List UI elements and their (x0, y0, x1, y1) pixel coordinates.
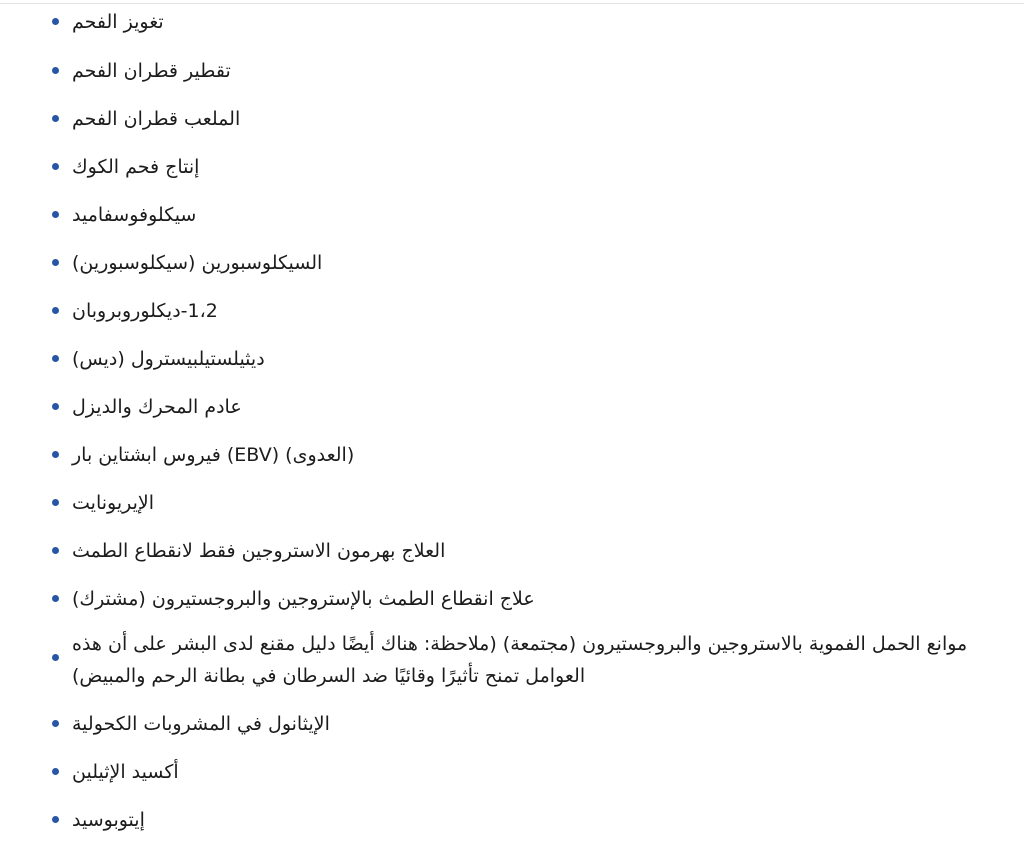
list-item-text: علاج انقطاع الطمث بالإستروجين والبروجستيرون (مشترك) (72, 588, 535, 610)
bullet-icon (52, 499, 59, 506)
list-item-text: الإيثانول في المشروبات الكحولية (72, 713, 330, 735)
list-item (0, 343, 1024, 383)
top-divider (0, 3, 1024, 4)
list-item (0, 535, 1024, 575)
list-item-text: موانع الحمل الفموية بالاستروجين والبروجستيرون (مجتمعة) (ملاحظة: هناك أيضًا دليل مقنع لدى البشر على أن هذه العوامل تمنح تأثيرًا وقائيًا ضد السرطان في بطانة الرحم والمبيض) (72, 633, 968, 687)
bullet-icon (52, 768, 59, 775)
bullet-icon (52, 547, 59, 554)
list-item (0, 583, 1024, 623)
list-item (0, 6, 1024, 46)
bullet-icon (52, 451, 59, 458)
list-item-text: تغويز الفحم (72, 11, 164, 33)
bullet-icon (52, 595, 59, 602)
list-item (0, 391, 1024, 431)
bullet-icon (52, 307, 59, 314)
list-item-text: تقطير قطران الفحم (72, 60, 231, 82)
bullet-icon (52, 654, 59, 661)
list-item-text: الإيريونايت (72, 492, 155, 514)
bullet-icon (52, 355, 59, 362)
bullet-icon (52, 403, 59, 410)
list-item (0, 804, 1024, 844)
bullet-icon (52, 259, 59, 266)
list-item-text: أكسيد الإثيلين (72, 761, 179, 783)
bullet-icon (52, 18, 59, 25)
list-item (0, 628, 1024, 696)
bullet-icon (52, 115, 59, 122)
list-item (0, 487, 1024, 527)
list-item-text: سيكلوفوسفاميد (72, 204, 197, 226)
list-item-text: ديثيلستيلبيسترول (ديس) (72, 348, 265, 370)
list-item (0, 151, 1024, 191)
bullet-icon (52, 720, 59, 727)
bullet-icon (52, 163, 59, 170)
list-item-text: السيكلوسبورين (سيكلوسبورين) (72, 252, 323, 274)
bullet-icon (52, 816, 59, 823)
list-item-text: عادم المحرك والديزل (72, 396, 242, 418)
list-item (0, 55, 1024, 95)
list-item-text: إنتاج فحم الكوك (72, 156, 200, 178)
bullet-icon (52, 211, 59, 218)
list-item-text: العلاج بهرمون الاستروجين فقط لانقطاع الطمث (72, 540, 446, 562)
list-item (0, 103, 1024, 143)
list-item-text: (العدوى) (EBV) فيروس ابشتاين بار (72, 444, 355, 466)
list-item-text: إيتوبوسيد (72, 809, 145, 831)
list-item (0, 199, 1024, 239)
list-item-text: 1،2-ديكلوروبروبان (72, 300, 218, 322)
list-item-text: الملعب قطران الفحم (72, 108, 241, 130)
list-item (0, 247, 1024, 287)
list-item (0, 439, 1024, 479)
list-item (0, 708, 1024, 748)
bullet-icon (52, 67, 59, 74)
list-item (0, 756, 1024, 796)
list-item (0, 295, 1024, 335)
